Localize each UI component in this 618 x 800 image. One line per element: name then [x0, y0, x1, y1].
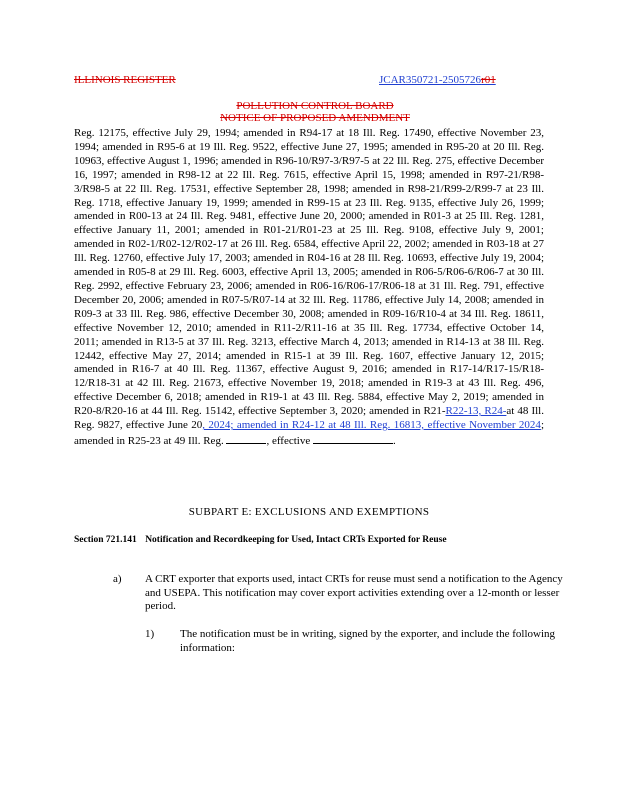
register-header: ILLINOIS REGISTER [74, 74, 176, 86]
amendment-history [74, 127, 544, 449]
history-text-mid: at 48 Ill. Reg. 9827, effective June 20 [74, 405, 544, 432]
section-heading [74, 534, 454, 547]
paragraph-a-text: A CRT exporter that exports used, intact CRTs for reuse must send a notification to the Agency and USEPA. This notification may cover export activities extending over a 12-month or lesser period. [145, 573, 563, 612]
blank-date-field [313, 433, 393, 444]
history-effective: , effective [266, 434, 311, 447]
section-title: Notification and Recordkeeping for Used, Intact CRTs Exported for Reuse [145, 535, 447, 545]
jcar-code-deleted: r01 [481, 74, 496, 86]
jcar-code-inserted: JCAR350721-2505726 [379, 74, 482, 86]
history-text-after: ; amended in R25-23 at 49 Ill. Reg. [74, 419, 544, 447]
subpart-title: SUBPART E: EXCLUSIONS AND EXEMPTIONS [188, 506, 430, 518]
history-text: Reg. 12175, effective July 29, 1994; amended in R94-17 at 18 Ill. Reg. 17490, effective November 23, 1994; amended in R95-6 at 19 Ill. Reg. 9522, effective June 27, 1995; amended in R95-20 at 20 Ill. Reg. 10963, effective August 1, 1996; amended in R96-10/R97-3/R97-5 at 22 Ill. Reg. 275, effective December 16, 1997; amended in R98-12 at 22 Ill. Reg. 7615, effective April 15, 1998; amended in R97-21/R98-3/R98-5 at 22 Ill. Reg. 17531, effective September 28, 1998; amended in R98-21/R99-2/R99-7 at 23 Ill. Reg. 1718, effective January 19, 1999; amended in R99-15 at 23 Ill. Reg. 9135, effective July 26, 1999; amended in R00-13 at 24 Ill. Reg. 9481, effective June 20, 2000; amended in R01-3 at 25 Ill. Reg. 1281, effective January 11, 2001; amended in R01-21/R01-23 at 25 Ill. Reg. 9108, effective July 9, 2001; amended in R02-1/R02-12/R02-17 at 26 Ill. Reg. 6584, effective April 22, 2002; amended in R03-18 at 27 Ill. Reg. 12760, effective July 17, 2003; amended in R04-16 at 28 Ill. Reg. 10693, effective July 19, 2004; amended in R05-8 at 29 Ill. Reg. 6003, effective April 13, 2005; amended in R06-5/R06-6/R06-7 at 30 Ill. Reg. 2992, effective February 23, 2006; amended in R06-16/R06-17/R06-18 at 31 Ill. Reg. 791, effective December 20, 2006; amended in R07-5/R07-14 at 32 Ill. Reg. 11786, effective July 14, 2008; amended in R09-3 at 33 Ill. Reg. 986, effective December 30, 2008; amended in R09-16/R10-4 at 34 Ill. Reg. 18611, effective November 12, 2010; amended in R11-2/R11-16 at 35 Ill. Reg. 17734, effective October 14, 2011; amended in R13-5 at 37 Ill. Reg. 3213, effective March 4, 2013; amended in R14-13 at 38 Ill. Reg. 12442, effective May 27, 2014; amended in R15-1 at 39 Ill. Reg. 1607, effective January 12, 2015; amended in R16-7 at 40 Ill. Reg. 11367, effective August 9, 2016; amended in R17-14/R17-15/R18-12/R18-31 at 42 Ill. Reg. 21673, effective November 19, 2018; amended in R19-3 at 43 Ill. Reg. 496, effective December 6, 2018; amended in R19-1 at 43 Ill. Reg. 5884, effective May 2, 2019; amended in R20-8/R20-16 at 44 Ill. Reg. 15142, effective September 3, 2020; amended in R21- [74, 127, 544, 418]
history-insert-1: R22-13, R24- [445, 405, 507, 418]
notice-title: NOTICE OF PROPOSED AMENDMENT [220, 112, 410, 124]
paragraph-1-text: The notification must be in writing, signed by the exporter, and include the following information: [180, 628, 556, 654]
paragraph-a-label: a) [113, 573, 122, 585]
section-number: Section 721.141 [74, 535, 137, 545]
blank-page-field [226, 433, 266, 444]
history-insert-2: , 2024; amended in R24-12 at 48 Ill. Reg. 16813, effective November 2024 [202, 419, 541, 432]
paragraph-1-label: 1) [145, 628, 155, 640]
board-name: POLLUTION CONTROL BOARD [236, 100, 394, 112]
history-end: . [392, 434, 396, 447]
jcar-code [379, 74, 496, 86]
